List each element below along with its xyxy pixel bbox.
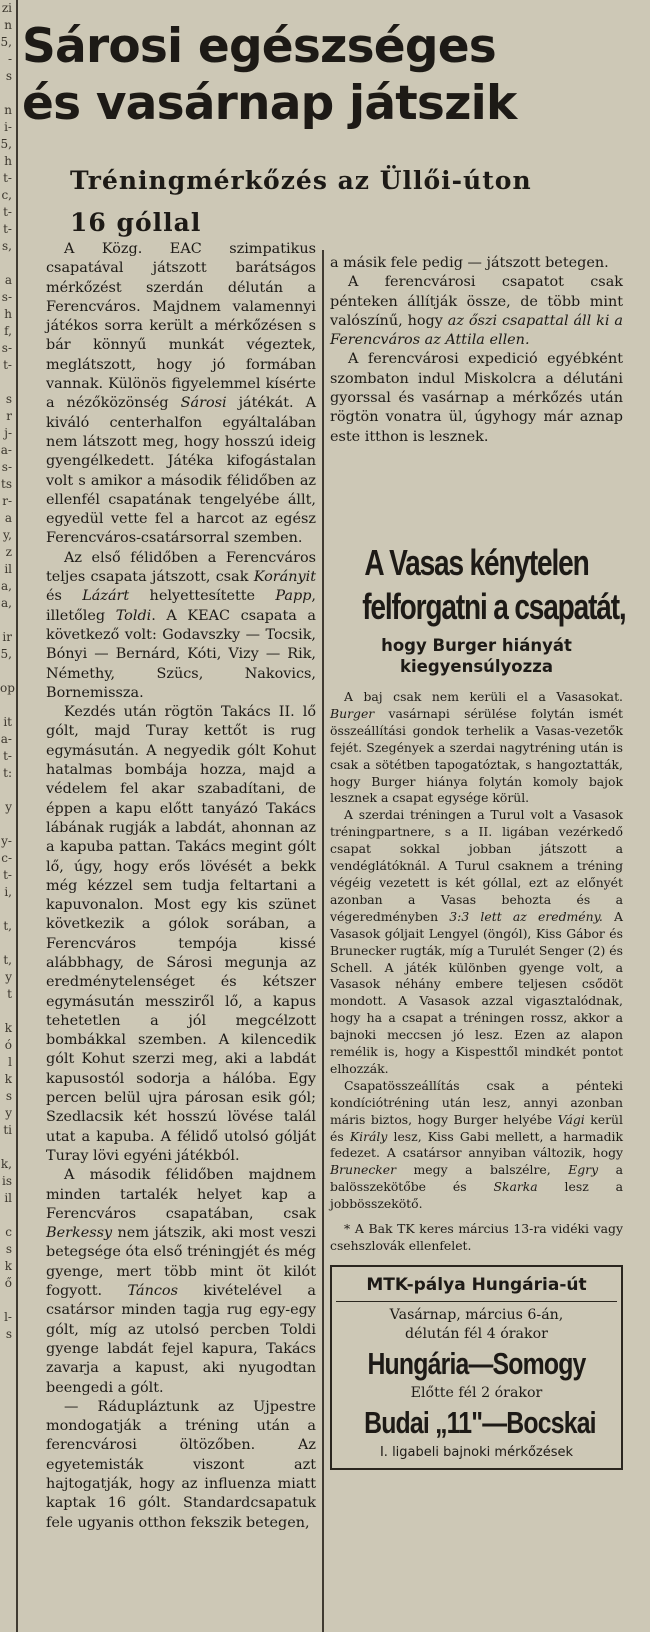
text-run: A szerdai tréningen a Turul volt a Vasasok tréningpartnere, s a II. ligában vezérkedő csapat sokkal jobban játszott a vendéglátóknál. A Turul csaknem a tréning végéig vezetett is két góllal, ezt az előnyét azonban a Vasas behozta és a végeredményben bbox=[330, 807, 623, 924]
edge-fragment: k, bbox=[0, 1157, 12, 1171]
edge-fragment: t- bbox=[3, 171, 12, 185]
italic-emphasis: Papp bbox=[275, 588, 312, 605]
edge-fragment: s- bbox=[1, 460, 12, 474]
edge-fragment bbox=[0, 85, 12, 102]
text-run: A ferencvárosi expedició egyébként szombaton indul Miskolcra a délutáni gyorssal és vasárnap a mérkőzés után rögtön vonatra ül, úgyhogy már aznap este itthon is lesznek. bbox=[330, 351, 623, 445]
italic-emphasis: Toldi bbox=[115, 607, 152, 624]
column-rule-middle bbox=[322, 250, 324, 1632]
edge-fragment: z bbox=[5, 545, 12, 559]
ad-main-match: Hungária—Somogy bbox=[367, 1345, 586, 1381]
text-run: a másik fele pedig — játszott betegen. bbox=[330, 255, 609, 271]
article-headline bbox=[22, 18, 642, 132]
edge-fragment bbox=[0, 935, 12, 952]
text-run: lesz a jobbösszekötő. bbox=[330, 1179, 623, 1212]
article-paragraph bbox=[330, 254, 623, 273]
edge-fragment: ó bbox=[4, 1038, 12, 1052]
text-run: A második félidőben majdnem minden tartalék helyet kap a Ferencváros csapatában, csak bbox=[46, 1167, 316, 1222]
edge-fragment: f, bbox=[4, 324, 12, 338]
edge-fragment: t- bbox=[3, 205, 12, 219]
text-run: A baj csak nem kerüli el a Vasasokat. bbox=[344, 689, 623, 704]
edge-fragment: s bbox=[5, 392, 12, 406]
italic-emphasis: Burger bbox=[330, 705, 375, 721]
edge-fragment: 5, bbox=[0, 647, 12, 661]
ad-early-time: Előtte fél 2 órakor bbox=[410, 1384, 543, 1401]
subheadline-line-1: Tréningmérkőzés az Üllői-úton bbox=[70, 166, 532, 195]
edge-fragment: k bbox=[4, 1259, 12, 1273]
italic-emphasis: Berkessy bbox=[46, 1225, 113, 1242]
italic-emphasis: 3:3 lett az eredmény. bbox=[449, 908, 603, 924]
edge-fragment: ts bbox=[1, 477, 12, 491]
italic-emphasis: Korányit bbox=[253, 569, 316, 586]
edge-fragment: s- bbox=[1, 341, 12, 355]
edge-fragment: il bbox=[4, 562, 12, 576]
match-advertisement bbox=[330, 1265, 623, 1470]
edge-fragment: n bbox=[4, 18, 12, 32]
text-run: vasárnapi sérülése folytán ismét összeállítási gondok terhelik a Vasas-vezetők fejét. Szegények a szerdai nagytréning után is csak a sötétben tapogatóztak, s hangoztatták, hogy Burger hiánya folytán komoly bajok lesznek a csapat egysége körül. bbox=[330, 705, 623, 806]
edge-fragment bbox=[0, 255, 12, 272]
italic-emphasis: Táncos bbox=[127, 1283, 178, 1300]
edge-fragment: t bbox=[7, 987, 12, 1001]
vasas-body bbox=[330, 689, 623, 1213]
bak-tk-notice: * A Bak TK keres március 13-ra vidéki vagy csehszlovák ellenfelet. bbox=[330, 1221, 623, 1253]
edge-fragment: zi bbox=[1, 1, 12, 15]
text-run: Az első félidőben a Ferencváros teljes csapata játszott, csak bbox=[46, 549, 316, 586]
edge-fragment: s bbox=[5, 1327, 12, 1341]
edge-fragment: y bbox=[5, 800, 12, 814]
edge-fragment bbox=[0, 1003, 12, 1020]
right-article-continuation bbox=[330, 254, 623, 447]
text-run: nem játszik, aki most veszi betegsége óta első tréningjét és még gyenge, mert több mint öt kilót fogyott. bbox=[46, 1225, 316, 1300]
edge-fragment: h bbox=[4, 154, 12, 168]
edge-fragment bbox=[0, 612, 12, 629]
edge-fragment: - bbox=[7, 52, 12, 66]
vasas-paragraph bbox=[330, 807, 623, 1078]
edge-fragment bbox=[0, 663, 12, 680]
edge-fragment: t- bbox=[3, 358, 12, 372]
ad-venue: MTK-pálya Hungária-út bbox=[336, 1273, 617, 1302]
headline-line-2: és vasárnap játszik bbox=[22, 76, 517, 131]
italic-emphasis: Lázárt bbox=[82, 588, 130, 605]
edge-fragment: r- bbox=[2, 494, 12, 508]
article-paragraph bbox=[46, 549, 316, 703]
subheadline-line-2: 16 góllal bbox=[70, 208, 202, 237]
edge-fragment bbox=[0, 1139, 12, 1156]
italic-emphasis: az őszi csapattal áll ki a Ferencváros az Attila ellen. bbox=[330, 312, 623, 349]
edge-fragment bbox=[0, 782, 12, 799]
edge-fragment: ir bbox=[2, 630, 12, 644]
text-run: A ferencvárosi csapatot csak pénteken állítják össze, de több mint valószínű, hogy bbox=[330, 274, 623, 329]
edge-fragment: y bbox=[5, 970, 12, 984]
edge-fragment bbox=[0, 816, 12, 833]
ad-time: délután fél 4 órakor bbox=[405, 1325, 548, 1342]
edge-fragment: k bbox=[4, 1021, 12, 1035]
edge-fragment: t: bbox=[3, 766, 12, 780]
article-paragraph bbox=[46, 1166, 316, 1398]
edge-fragment bbox=[0, 901, 12, 918]
text-run: lesz, Kiss Gabi mellett, a harmadik fedezet. A csatársor annyiban változik, hogy bbox=[330, 1128, 623, 1161]
edge-fragment: y- bbox=[1, 834, 12, 848]
edge-fragment: s bbox=[5, 1089, 12, 1103]
edge-fragment: t, bbox=[3, 919, 12, 933]
edge-fragment: s, bbox=[2, 239, 12, 253]
edge-fragment: i- bbox=[4, 120, 12, 134]
edge-fragment: h bbox=[4, 307, 12, 321]
edge-fragment: t, bbox=[3, 953, 12, 967]
adjacent-column-fragments bbox=[0, 0, 15, 1632]
text-run: . A KEAC csapata a következő volt: Godavszky — Tocsik, Bónyi — Bernárd, Kóti, Vizy — Rik, Némethy, Szücs, Nakovics, Bornemissza. bbox=[46, 607, 316, 701]
edge-fragment: r bbox=[6, 409, 12, 423]
headline-line-1: Sárosi egészséges bbox=[22, 19, 496, 74]
text-run: , illetőleg bbox=[46, 588, 316, 624]
text-run: helyettesítette bbox=[129, 588, 276, 605]
edge-fragment: a- bbox=[0, 732, 12, 746]
edge-fragment: s bbox=[5, 1242, 12, 1256]
italic-emphasis: Brunecker bbox=[330, 1162, 397, 1178]
column-rule-left bbox=[16, 0, 18, 1632]
vasas-headline bbox=[362, 541, 626, 629]
vasas-subheadline-line-2: kiegyensúlyozza bbox=[400, 657, 553, 676]
text-run: A Közg. EAC szimpatikus csapatával játszott barátságos mérkőzést szerdán délután a Ferencváros. Majdnem valamennyi játékos sorra került a mérkőzésen s bár könnyű munkát végeztek, meglátszott, hogy jó formában vannak. Különös figyelemmel kísérte a nézőközönség bbox=[46, 241, 316, 412]
text-run: játékát. A kiváló centerhalfon egyáltalában nem látszott meg, hogy hosszú ideig gyengélkedett. Játéka kifogástalan volt s amikor a második félidőben az ellenfél csapatának tengelyébe állt, egyedül vette fel a harcot az egész Ferencváros-csatársorral szemben. bbox=[46, 395, 316, 547]
edge-fragment bbox=[0, 1207, 12, 1224]
edge-fragment: k bbox=[4, 1072, 12, 1086]
ad-early-match: Budai „11"—Bocskai bbox=[364, 1404, 596, 1440]
edge-fragment bbox=[0, 697, 12, 714]
text-run: a balösszekötőbe és bbox=[330, 1162, 623, 1195]
edge-fragment: t- bbox=[3, 868, 12, 882]
text-run: kivételével a csatársor minden tagja rug egy-egy gólt, míg az utolsó percben Toldi gyenge labdát fejel kapura, Takács zavarja a kapust, aki nyugodtan beengedi a gólt. bbox=[46, 1283, 316, 1396]
edge-fragment: l bbox=[8, 1055, 12, 1069]
vasas-headline-line-2: felforgatni a csapatát, bbox=[362, 586, 626, 627]
ad-date: Vasárnap, március 6-án, bbox=[389, 1306, 564, 1323]
article-subheadline bbox=[70, 160, 640, 244]
left-article-column bbox=[46, 240, 316, 1625]
edge-fragment: c, bbox=[1, 188, 12, 202]
text-run: A Vasasok góljait Lengyel (öngól), Kiss Gábor és Brunecker rugták, míg a Turulét Senger (2) és Schell. A játék különben gyenge volt, a Vasasok néhány embere teljesen csődöt mondott. A Vasasok azzal vigasztalódnak, hogy ha a csapat a tréningen rossz, akkor a bajnoki meccsen jó lesz. Ezen az alapon remélik is, hogy a Kispesttől mindkét pontot elhozzák. bbox=[330, 908, 623, 1076]
text-run: Csapatösszeállítás csak a pénteki kondíciótréning után lesz, annyi azonban máris biztos, hogy Burger helyébe bbox=[330, 1077, 623, 1127]
edge-fragment bbox=[0, 374, 12, 391]
text-run: és bbox=[46, 588, 83, 605]
edge-fragment: s- bbox=[1, 290, 12, 304]
edge-fragment: j- bbox=[4, 426, 12, 440]
edge-fragment: t- bbox=[3, 222, 12, 236]
edge-fragment: is bbox=[2, 1174, 12, 1188]
edge-fragment: ti bbox=[3, 1123, 12, 1137]
italic-emphasis: Sárosi bbox=[180, 395, 227, 412]
edge-fragment: c bbox=[5, 1225, 12, 1239]
italic-emphasis: Skarka bbox=[493, 1179, 538, 1195]
text-run: kerül és bbox=[330, 1111, 623, 1144]
ad-footer: I. ligabeli bajnoki mérkőzések bbox=[379, 1444, 574, 1460]
edge-fragment: t- bbox=[3, 749, 12, 763]
edge-fragment: a- bbox=[0, 443, 12, 457]
italic-emphasis: Vági bbox=[557, 1111, 585, 1127]
vasas-subheadline bbox=[330, 635, 623, 677]
edge-fragment: n bbox=[4, 103, 12, 117]
text-run: — Rádupláztunk az Ujpestre mondogatják a tréning után a ferencvárosi öltözőben. Az egyetemisták viszont azt hajtogatják, hogy az influenza miatt kaptak 16 gólt. Standardcsapatuk fele ugyanis otthon fekszik betegen, bbox=[46, 1398, 316, 1531]
edge-fragment: y bbox=[5, 1106, 12, 1120]
edge-fragment: c- bbox=[1, 851, 12, 865]
vasas-article bbox=[330, 541, 626, 1621]
vasas-paragraph bbox=[330, 689, 623, 807]
article-paragraph bbox=[46, 240, 316, 549]
edge-fragment bbox=[0, 1292, 12, 1309]
edge-fragment: l- bbox=[4, 1310, 12, 1324]
text-run: Kezdés után rögtön Takács II. lő gólt, majd Turay kettőt is rug egymásután. A negyedik gólt Kohut hatalmas bombája hozza, majd a védelem fel akar szabadítani, de éppen a kapu előtt tanyázó Takács lábának rugják a labdát, ahonnan az a kapuba pattan. Takács megint gólt lő, úgy, hogy erős lövését a bekk még kézzel sem tudja feltartani a kapuvonalon. Most egy kis szünet következik a gólok sorában, a Ferencváros tempója kissé alábbhagy, de Sárosi megunja az eredménytelenséget és kétszer egymásután messziről lő, a kapus tehetetlen a jól megcélzott bombákkal szemben. A kilencedik gólt Kohut szerzi meg, aki a labdát kapusostól sodorja a hálóba. Egy percen belül ujra párosan esik gól; Szedlacsik két hosszú lövése talál utat a kapuba. A félidő utolsó gólját Turay lövi egyéni játékból. bbox=[46, 704, 316, 1164]
article-paragraph bbox=[330, 273, 623, 350]
edge-fragment: ő bbox=[4, 1276, 12, 1290]
italic-emphasis: Egry bbox=[568, 1162, 599, 1178]
edge-fragment: 5, bbox=[0, 137, 12, 151]
edge-fragment: 5, bbox=[0, 35, 12, 49]
edge-fragment: a, bbox=[1, 596, 12, 610]
italic-emphasis: Király bbox=[349, 1128, 388, 1144]
edge-fragment: il bbox=[4, 1191, 12, 1205]
vasas-headline-line-1: A Vasas kénytelen bbox=[364, 542, 589, 583]
vasas-subheadline-line-1: hogy Burger hiányát bbox=[381, 636, 572, 655]
edge-fragment: op bbox=[0, 681, 15, 695]
edge-fragment: a bbox=[4, 273, 12, 287]
text-run: megy a balszélre, bbox=[396, 1162, 569, 1178]
vasas-paragraph bbox=[330, 1078, 623, 1213]
article-paragraph bbox=[46, 703, 316, 1166]
edge-fragment: y, bbox=[3, 528, 12, 542]
edge-fragment: s bbox=[5, 69, 12, 83]
article-paragraph bbox=[330, 350, 623, 446]
edge-fragment: it bbox=[3, 715, 12, 729]
edge-fragment: a, bbox=[1, 579, 12, 593]
article-paragraph bbox=[46, 1398, 316, 1533]
edge-fragment: i, bbox=[4, 885, 12, 899]
edge-fragment: a bbox=[4, 511, 12, 525]
